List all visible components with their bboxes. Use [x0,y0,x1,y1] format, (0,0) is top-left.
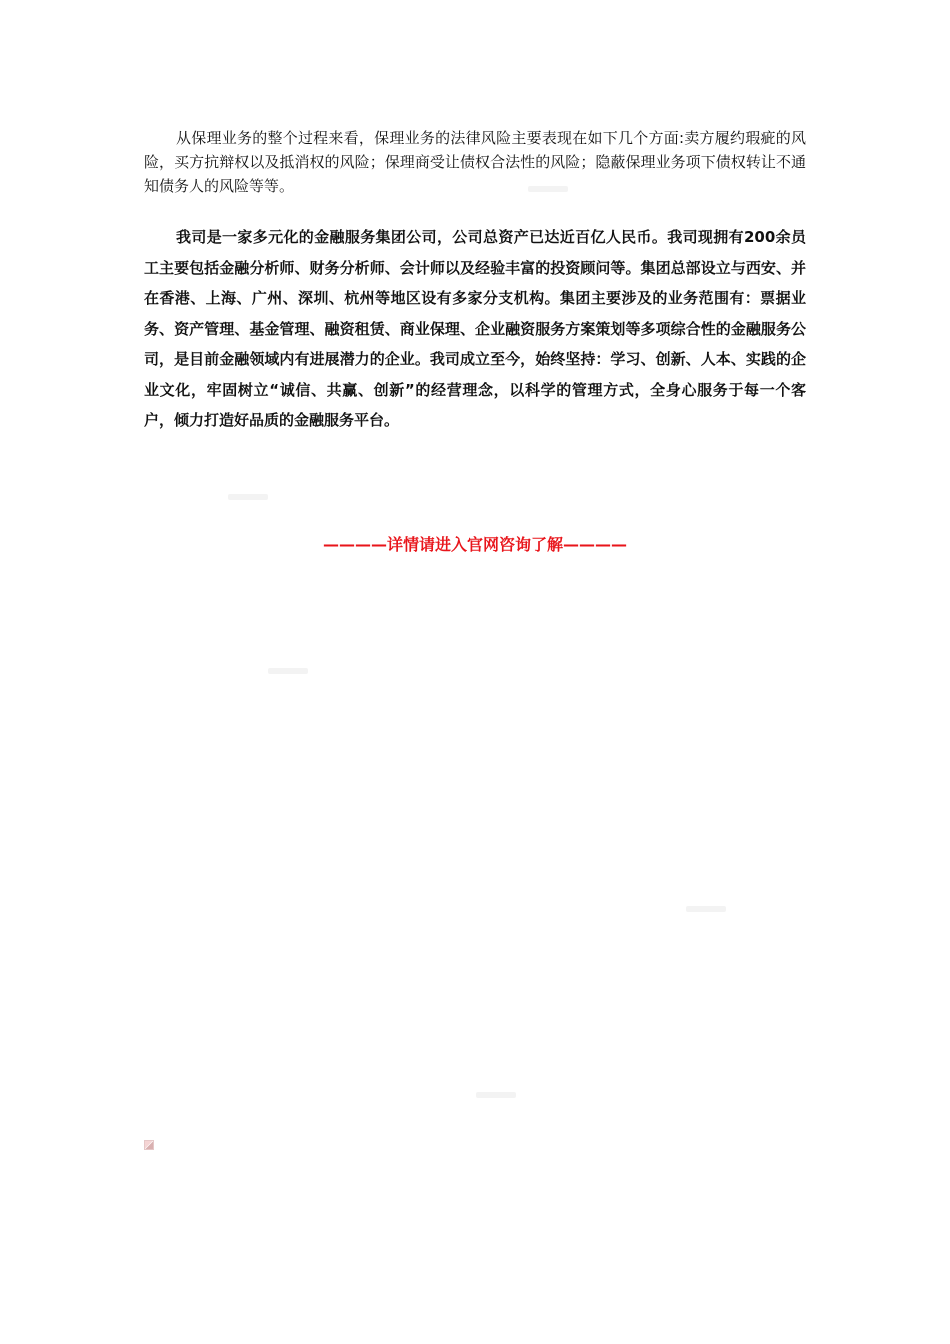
broken-image-icon [144,1140,154,1150]
website-consult-link[interactable]: ————详情请进入官网咨询了解———— [322,535,627,554]
faint-watermark [228,494,268,500]
faint-watermark [268,668,308,674]
faint-watermark [476,1092,516,1098]
paragraph-legal-risks: 从保理业务的整个过程来看，保理业务的法律风险主要表现在如下几个方面:卖方履约瑕疵的风险，买方抗辩权以及抵消权的风险；保理商受让债权合法性的风险；隐蔽保理业务项下债权转让不通知债务人的风险等等。 [144,129,806,195]
paragraph-company-intro: 我司是一家多元化的金融服务集团公司，公司总资产已达近百亿人民币。我司现拥有200余员工主要包括金融分析师、财务分析师、会计师以及经验丰富的投资顾问等。集团总部设立与西安、并在香港、上海、广州、深圳、杭州等地区设有多家分支机构。集团主要涉及的业务范围有：票据业务、资产管理、基金管理、融资租赁、商业保理、企业融资服务方案策划等多项综合性的金融服务公司，是目前金融领域内有进展潜力的企业。我司成立至今，始终坚持：学习、创新、人本、实践的企业文化，牢固树立“诚信、共赢、创新”的经营理念，以科学的管理方式，全身心服务于每一个客户，倾力打造好品质的金融服务平台。 [144,228,806,429]
faint-watermark [528,186,568,192]
faint-watermark [686,906,726,912]
